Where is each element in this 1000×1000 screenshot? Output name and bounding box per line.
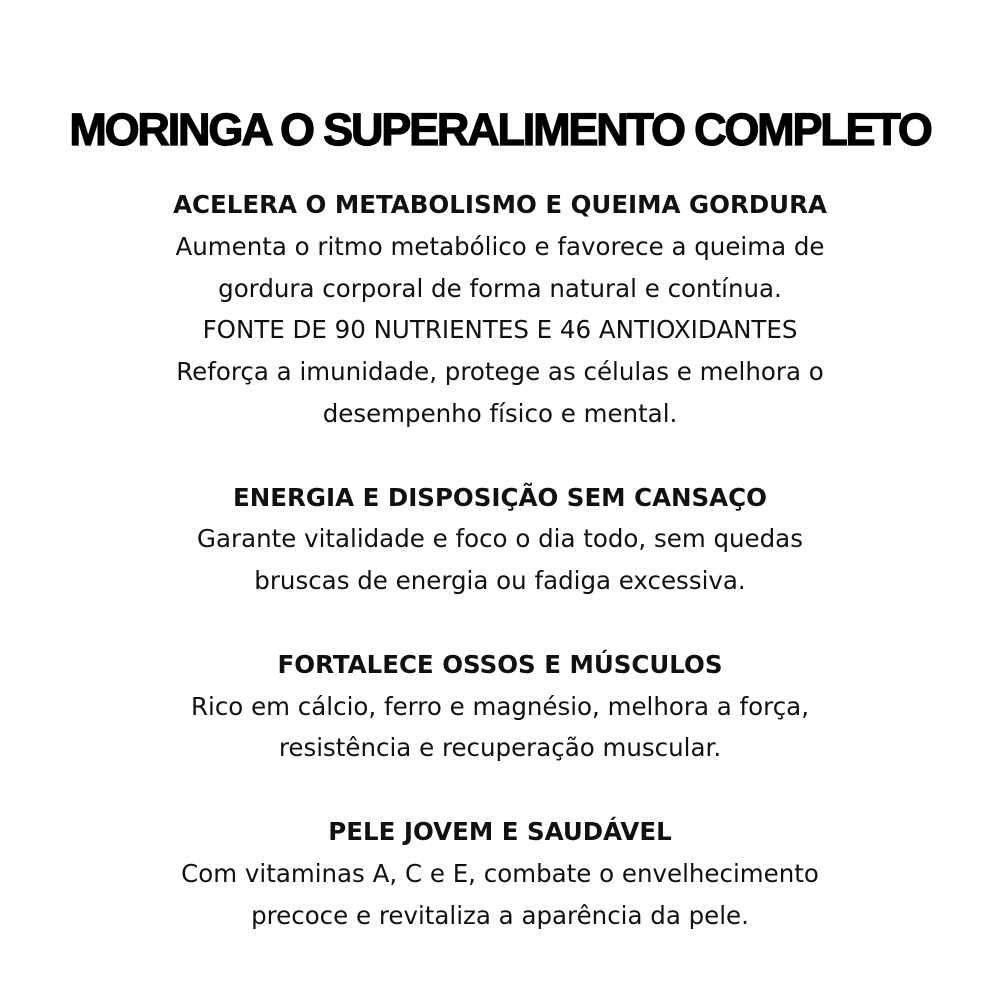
spacer [0, 769, 1000, 811]
page-title: MORINGA O SUPERALIMENTO COMPLETO [69, 104, 931, 156]
section-text: gordura corporal de forma natural e contínua. [218, 273, 782, 303]
section-heading: PELE JOVEM E SAUDÁVEL [328, 816, 672, 846]
section-heading: FORTALECE OSSOS E MÚSCULOS [277, 649, 723, 679]
spacer [0, 602, 1000, 644]
section-text: resistência e recuperação muscular. [278, 733, 722, 763]
section-text: desempenho físico e mental. [322, 398, 678, 428]
spacer [0, 435, 1000, 477]
section-text: Rico em cálcio, ferro e magnésio, melhora a força, [191, 691, 809, 721]
section-text: precoce e revitaliza a aparência da pele. [251, 900, 749, 930]
section-text: Com vitaminas A, C e E, combate o envelhecimento [181, 858, 819, 888]
section-text: bruscas de energia ou fadiga excessiva. [254, 566, 746, 596]
section-text: Garante vitalidade e foco o dia todo, sem quedas [197, 524, 803, 554]
benefits-list [0, 184, 1000, 936]
section-heading: FONTE DE 90 NUTRIENTES E 46 ANTIOXIDANTES [202, 315, 798, 345]
section-heading: ENERGIA E DISPOSIÇÃO SEM CANSAÇO [233, 482, 767, 512]
section-heading: ACELERA O METABOLISMO E QUEIMA GORDURA [173, 190, 827, 219]
section-text: Aumenta o ritmo metabólico e favorece a queima de [175, 231, 825, 261]
section-text: Reforça a imunidade, protege as células e melhora o [176, 357, 824, 387]
